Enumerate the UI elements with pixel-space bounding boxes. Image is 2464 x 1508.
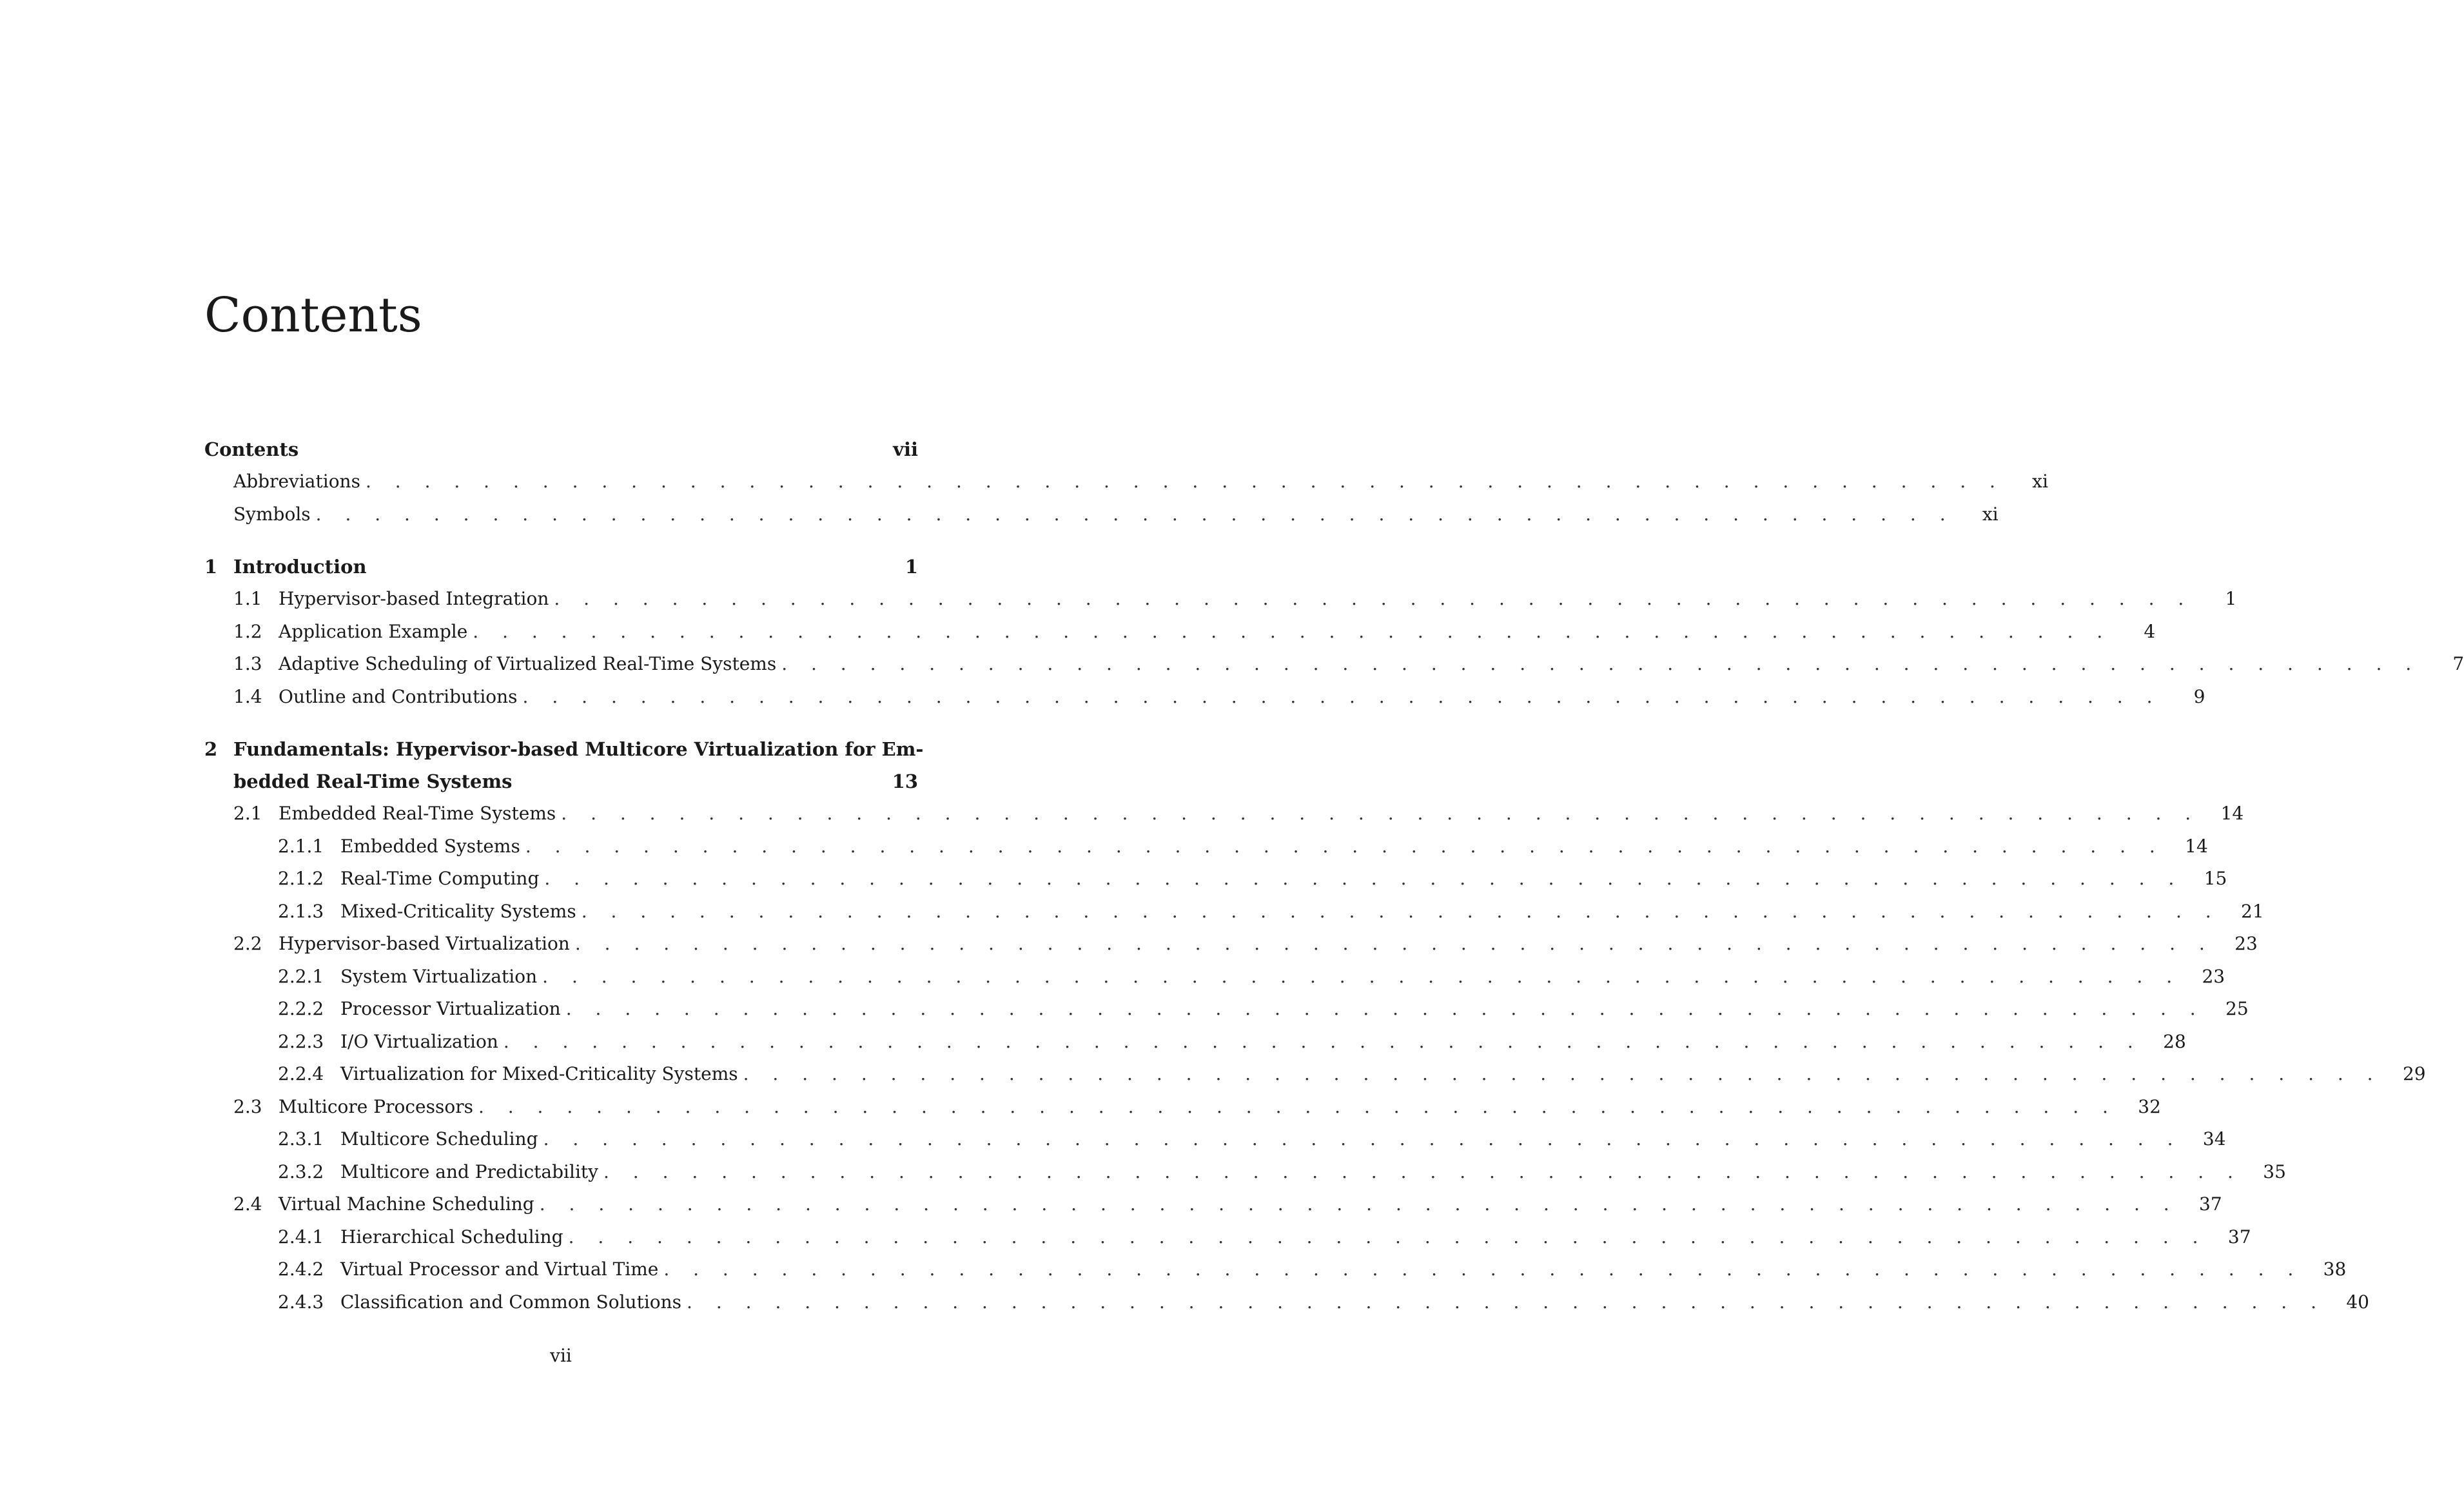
toc-subsection-number: 2.3.2 [278, 1160, 324, 1182]
toc-subsection-title: Classification and Common Solutions [340, 1291, 682, 1313]
toc-chapter-number: 2 [204, 738, 218, 760]
toc-section-title: Application Example [279, 620, 468, 642]
toc-chapter-number: 1 [204, 556, 218, 578]
toc-chapter-2[interactable] [204, 733, 924, 765]
toc-section-title: Outline and Contributions [279, 685, 518, 707]
toc-chapter-1[interactable] [204, 551, 918, 583]
toc-subsection-number: 2.4.3 [278, 1291, 324, 1313]
toc-entry-symbols[interactable] [204, 498, 1999, 531]
toc-page-number: 23 [2234, 933, 2258, 954]
toc-page-number: xi [1982, 503, 1999, 525]
toc-subsection-title: System Virtualization [340, 965, 538, 987]
page-number: vii [550, 1345, 572, 1366]
toc-subsection-2-3-1[interactable] [204, 1123, 2226, 1156]
toc-subsection-number: 2.2.3 [278, 1030, 324, 1052]
toc-page-number: 14 [2220, 803, 2244, 824]
toc-page-number: 32 [2138, 1095, 2161, 1117]
toc-subsection-title: Hierarchical Scheduling [340, 1226, 563, 1248]
toc-section-number: 1.2 [233, 620, 262, 642]
toc-chapter-2-continued[interactable] [204, 765, 918, 798]
toc-subsection-number: 2.3.1 [278, 1128, 324, 1150]
dot-leader: . . . . . . . . . . . . . . . . . . . . . . . . . . . . . . . . . . . . . . . . . . . . . . . . . . . . . . . . [542, 965, 2182, 987]
toc-subsection-number: 2.2.1 [278, 965, 324, 987]
toc-page-number: 25 [2225, 998, 2249, 1019]
toc-entry-title: Symbols [233, 503, 311, 525]
toc-subsection-title: Real-Time Computing [340, 868, 540, 889]
toc-entry-title: Abbreviations [233, 471, 360, 492]
toc-section-number: 2.3 [233, 1095, 262, 1117]
toc-subsection-number: 2.1.2 [278, 868, 324, 889]
toc-section-1-3[interactable] [204, 648, 2464, 681]
toc-section-number: 2.2 [233, 933, 262, 954]
toc-subsection-2-1-1[interactable] [204, 830, 2208, 863]
dot-leader: . . . . . . . . . . . . . . . . . . . . . . . . . . . . . . . . . . . . . . . . . . . . . . . . . . . . . . . . [663, 1258, 2303, 1280]
dot-leader: . . . . . . . . . . . . . . . . . . . . . . . . . . . . . . . . . . . . . . . . . . . . . . . . . . . . . . . . [781, 653, 2421, 674]
toc-subsection-2-2-3[interactable] [204, 1026, 2186, 1059]
toc-section-1-2[interactable] [204, 616, 2156, 649]
toc-subsection-title: Embedded Systems [340, 835, 520, 857]
toc-subsection-2-1-3[interactable] [204, 896, 2264, 928]
toc-subsection-title: Multicore Scheduling [340, 1128, 538, 1150]
dot-leader: . . . . . . . . . . . . . . . . . . . . . . . . . . . . . . . . . . . . . . . . . . . . . . . . . . . . . . . . [568, 1226, 2207, 1248]
toc-section-2-4[interactable] [204, 1188, 2222, 1221]
toc-page-number: 9 [2193, 685, 2205, 707]
toc-section-number: 2.1 [233, 803, 262, 824]
toc-subsection-2-2-4[interactable] [204, 1058, 2426, 1091]
toc-chapter-contents[interactable] [204, 433, 918, 465]
spacer [204, 713, 918, 733]
toc-page-number: 28 [2163, 1030, 2186, 1052]
toc-page-number: 38 [2323, 1258, 2347, 1280]
toc-subsection-title: Mixed-Criticality Systems [340, 900, 576, 922]
dot-leader: . . . . . . . . . . . . . . . . . . . . . . . . . . . . . . . . . . . . . . . . . . . . . . . . . . . . . . . . [315, 503, 1955, 525]
dot-leader: . . . . . . . . . . . . . . . . . . . . . . . . . . . . . . . . . . . . . . . . . . . . . . . . . . . . . . . . [522, 685, 2162, 707]
toc-subsection-2-2-2[interactable] [204, 993, 2249, 1026]
dot-leader: . . . . . . . . . . . . . . . . . . . . . . . . . . . . . . . . . . . . . . . . . . . . . . . . . . . . . . . . [554, 588, 2193, 609]
dot-leader: . . . . . . . . . . . . . . . . . . . . . . . . . . . . . . . . . . . . . . . . . . . . . . . . . . . . . . . . [561, 803, 2200, 824]
toc-page-number: 13 [892, 770, 918, 792]
toc-page-number: 14 [2185, 835, 2208, 857]
toc-chapter-title-line2: bedded Real-Time Systems [233, 770, 513, 792]
toc-page-number: 35 [2263, 1160, 2286, 1182]
dot-leader: . . . . . . . . . . . . . . . . . . . . . . . . . . . . . . . . . . . . . . . . . . . . . . . . . . . . . . . . [565, 998, 2205, 1019]
toc-section-2-3[interactable] [204, 1091, 2161, 1124]
toc-section-2-1[interactable] [204, 798, 2244, 830]
dot-leader: . . . . . . . . . . . . . . . . . . . . . . . . . . . . . . . . . . . . . . . . . . . . . . . . . . . . . . . . [473, 620, 2112, 642]
toc-subsection-title: Processor Virtualization [340, 998, 561, 1019]
toc-page-number: 1 [904, 556, 918, 578]
toc-page-number: 23 [2202, 965, 2225, 987]
spacer [204, 531, 918, 551]
toc-subsection-number: 2.2.4 [278, 1063, 324, 1084]
toc-section-1-4[interactable] [204, 681, 2205, 714]
toc-page-number: 29 [2402, 1063, 2426, 1084]
toc-section-number: 1.1 [233, 588, 262, 609]
dot-leader: . . . . . . . . . . . . . . . . . . . . . . . . . . . . . . . . . . . . . . . . . . . . . . . . . . . . . . . . [539, 1193, 2178, 1215]
dot-leader: . . . . . . . . . . . . . . . . . . . . . . . . . . . . . . . . . . . . . . . . . . . . . . . . . . . . . . . . [503, 1030, 2142, 1052]
toc-page-number: 34 [2202, 1128, 2226, 1150]
toc-subsection-number: 2.1.1 [278, 835, 324, 857]
toc-page-number: 15 [2204, 868, 2227, 889]
toc-page-number: 21 [2241, 900, 2264, 922]
toc-entry-abbreviations[interactable] [204, 465, 2048, 498]
toc-page-number: 1 [2225, 588, 2237, 609]
table-of-contents [204, 433, 2464, 1318]
toc-page-number: 37 [2227, 1226, 2251, 1248]
toc-section-title: Multicore Processors [279, 1095, 473, 1117]
toc-subsection-number: 2.4.1 [278, 1226, 324, 1248]
toc-subsection-title: Virtual Processor and Virtual Time [340, 1258, 659, 1280]
toc-subsection-title: Multicore and Predictability [340, 1160, 598, 1182]
dot-leader: . . . . . . . . . . . . . . . . . . . . . . . . . . . . . . . . . . . . . . . . . . . . . . . . . . . . . . . . [544, 868, 2184, 889]
toc-subsection-title: I/O Virtualization [340, 1030, 498, 1052]
toc-subsection-number: 2.1.3 [278, 900, 324, 922]
toc-page-number: 37 [2199, 1193, 2222, 1215]
toc-page-number: 7 [2452, 653, 2464, 674]
toc-section-2-2[interactable] [204, 928, 2258, 961]
toc-chapter-title: Contents [204, 438, 299, 460]
dot-leader: . . . . . . . . . . . . . . . . . . . . . . . . . . . . . . . . . . . . . . . . . . . . . . . . . . . . . . . . [365, 471, 2004, 492]
dot-leader: . . . . . . . . . . . . . . . . . . . . . . . . . . . . . . . . . . . . . . . . . . . . . . . . . . . . . . . . [581, 900, 2220, 922]
toc-subsection-number: 2.4.2 [278, 1258, 324, 1280]
dot-leader: . . . . . . . . . . . . . . . . . . . . . . . . . . . . . . . . . . . . . . . . . . . . . . . . . . . . . . . . [603, 1160, 2242, 1182]
toc-chapter-title-line1: Fundamentals: Hypervisor-based Multicore Virtualization for Em- [233, 738, 924, 760]
toc-section-title: Embedded Real-Time Systems [279, 803, 556, 824]
toc-page-number: vii [893, 438, 918, 460]
toc-page-number: 4 [2144, 620, 2156, 642]
toc-section-1-1[interactable] [204, 583, 2237, 616]
toc-subsection-2-4-3[interactable] [204, 1286, 2369, 1319]
toc-chapter-title: Introduction [233, 556, 367, 578]
toc-subsection-2-4-1[interactable] [204, 1221, 2251, 1254]
dot-leader: . . . . . . . . . . . . . . . . . . . . . . . . . . . . . . . . . . . . . . . . . . . . . . . . . . . . . . . . [687, 1291, 2325, 1313]
toc-section-title: Adaptive Scheduling of Virtualized Real-Time Systems [279, 653, 777, 674]
dot-leader: . . . . . . . . . . . . . . . . . . . . . . . . . . . . . . . . . . . . . . . . . . . . . . . . . . . . . . . . [743, 1063, 2382, 1084]
toc-subsection-2-4-2[interactable] [204, 1253, 2347, 1286]
toc-section-title: Hypervisor-based Virtualization [279, 933, 570, 954]
dot-leader: . . . . . . . . . . . . . . . . . . . . . . . . . . . . . . . . . . . . . . . . . . . . . . . . . . . . . . . . [525, 835, 2164, 857]
toc-section-number: 2.4 [233, 1193, 262, 1215]
toc-subsection-2-3-2[interactable] [204, 1156, 2286, 1189]
page-title: Contents [204, 288, 422, 343]
toc-subsection-number: 2.2.2 [278, 998, 324, 1019]
toc-section-number: 1.3 [233, 653, 262, 674]
toc-subsection-2-1-2[interactable] [204, 863, 2227, 896]
dot-leader: . . . . . . . . . . . . . . . . . . . . . . . . . . . . . . . . . . . . . . . . . . . . . . . . . . . . . . . . [543, 1128, 2182, 1150]
toc-subsection-2-2-1[interactable] [204, 961, 2225, 994]
toc-page-number: xi [2032, 471, 2048, 492]
toc-section-title: Hypervisor-based Integration [279, 588, 549, 609]
dot-leader: . . . . . . . . . . . . . . . . . . . . . . . . . . . . . . . . . . . . . . . . . . . . . . . . . . . . . . . . [574, 933, 2214, 954]
toc-section-number: 1.4 [233, 685, 262, 707]
dot-leader: . . . . . . . . . . . . . . . . . . . . . . . . . . . . . . . . . . . . . . . . . . . . . . . . . . . . . . . . [478, 1095, 2117, 1117]
toc-subsection-title: Virtualization for Mixed-Criticality Systems [340, 1063, 738, 1084]
toc-page-number: 40 [2346, 1291, 2369, 1313]
toc-section-title: Virtual Machine Scheduling [279, 1193, 534, 1215]
